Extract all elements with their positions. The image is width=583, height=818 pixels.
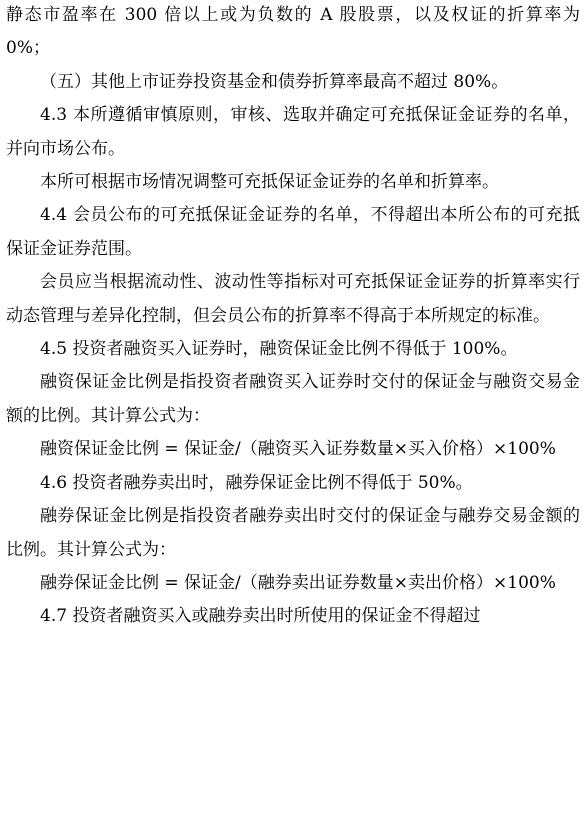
paragraph-pe-ratio-continuation: 静态市盈率在 300 倍以上或为负数的 A 股股票，以及权证的折算率为 0%； [6,5,580,59]
paragraph-4-5: 4.5 投资者融资买入证券时，融资保证金比例不得低于 100%。 [40,339,518,360]
document-page [6,0,580,634]
paragraph-4-6: 4.6 投资者融券卖出时，融券保证金比例不得低于 50%。 [40,472,473,493]
paragraph-adjust-list: 本所可根据市场情况调整可充抵保证金证券的名单和折算率。 [40,172,499,193]
paragraph-margin-financing-definition: 融资保证金比例是指投资者融资买入证券时交付的保证金与融资交易金额的比例。其计算公式为： [6,372,580,426]
paragraph-item-five: （五）其他上市证券投资基金和债券折算率最高不超过 80%。 [40,71,509,92]
paragraph-4-4: 4.4 会员公布的可充抵保证金证券的名单，不得超出本所公布的可充抵保证金证券范围。 [6,205,580,259]
formula-financing-margin-ratio: 融资保证金比例 = 保证金/（融资买入证券数量×买入价格）×100% [40,439,556,460]
paragraph-4-7: 4.7 投资者融资买入或融券卖出时所使用的保证金不得超过 [40,606,481,627]
paragraph-securities-lending-definition: 融券保证金比例是指投资者融券卖出时交付的保证金与融券交易金额的比例。其计算公式为： [6,506,580,560]
formula-lending-margin-ratio: 融券保证金比例 = 保证金/（融券卖出证券数量×卖出价格）×100% [40,572,556,593]
paragraph-4-3: 4.3 本所遵循审慎原则，审核、选取并确定可充抵保证金证券的名单，并向市场公布。 [6,105,580,159]
paragraph-dynamic-management: 会员应当根据流动性、波动性等指标对可充抵保证金证券的折算率实行动态管理与差异化控制，但会员公布的折算率不得高于本所规定的标准。 [6,272,580,326]
